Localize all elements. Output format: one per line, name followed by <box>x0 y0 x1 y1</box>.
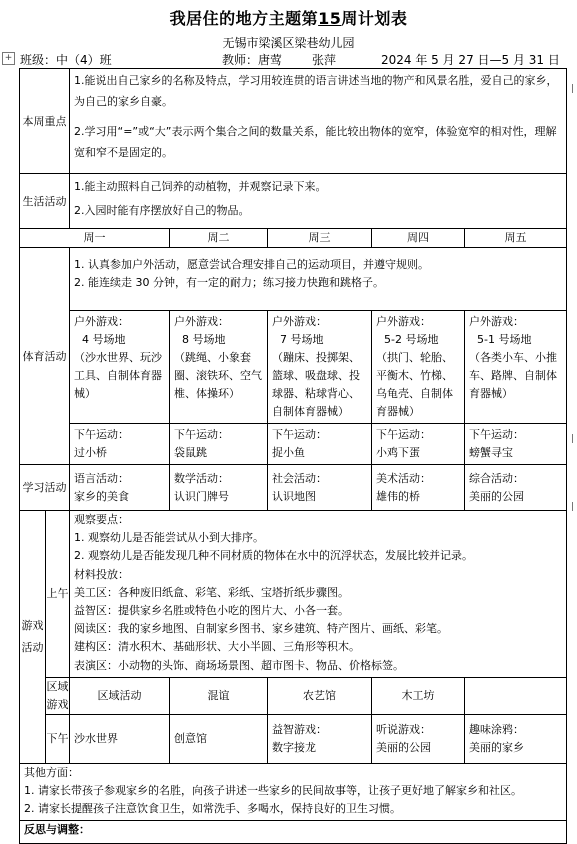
page-title: 我居住的地方主题第15周计划表 <box>169 9 408 28</box>
life-label: 生活活动 <box>20 174 70 229</box>
games-label: 游戏活动 <box>20 511 46 764</box>
material-performance: 表演区：小动物的头饰、商场场景图、超市图卡、物品、价格标签。 <box>74 658 404 672</box>
games-afternoon-row <box>20 714 567 763</box>
pm-sport-mon: 下午运动： 过小桥 <box>70 424 170 465</box>
learn-tue: 数学活动： 认识门牌号 <box>170 465 268 511</box>
outdoor-mon: 户外游戏： 4 号场地 （沙水世界、玩沙工具、自制体育器械） <box>70 311 170 424</box>
materials-title: 材料投放： <box>74 567 129 581</box>
focus-content <box>70 69 567 174</box>
reflection-content <box>20 820 567 843</box>
area-2: 区域活动 <box>70 677 170 714</box>
learn-wed: 社会活动： 认识地图 <box>268 465 372 511</box>
area-5: 木工坊 <box>372 677 465 714</box>
observe-title: 观察要点： <box>74 513 129 526</box>
pm-game-4: 听说游戏： 美丽的公园 <box>372 714 465 763</box>
observe-1: 1. 观察幼儿是否能尝试从小到大排序。 <box>74 531 264 545</box>
material-art: 美工区：各种废旧纸盒、彩笔、彩纸、宝塔折纸步骤图。 <box>74 585 349 599</box>
afternoon-sports-row <box>20 424 567 465</box>
material-puzzle: 益智区：提供家乡名胜或特色小吃的图片大、小各一套。 <box>74 604 349 618</box>
learning-label: 学习活动 <box>20 465 70 511</box>
life-content <box>70 174 567 229</box>
class-label: 班级：中（4）班 <box>20 53 112 67</box>
days-row <box>20 229 567 248</box>
life-row <box>20 174 567 229</box>
afternoon-label: 下午 <box>46 714 70 763</box>
games-morning-row <box>20 511 567 678</box>
pm-sport-thu: 下午运动： 小鸡下蛋 <box>372 424 465 465</box>
day-fri: 周五 <box>465 229 567 248</box>
reflection-row <box>20 820 567 843</box>
pm-game-5: 趣味涂鸦： 美丽的家乡 <box>465 714 567 763</box>
row-resize-marker <box>572 434 576 443</box>
weekly-plan-table <box>19 68 567 844</box>
day-mon: 周一 <box>20 229 170 248</box>
week-number: 15 <box>318 9 342 28</box>
games-morning-content <box>70 511 567 678</box>
sports-goal-1: 1. 认真参加户外活动，愿意尝试合理安排自己的运动项目，并遵守规则。 <box>74 258 429 271</box>
life-item-2: 2.入园时能有序摆放好自己的物品。 <box>74 204 250 217</box>
pm-sport-tue: 下午运动： 袋鼠跳 <box>170 424 268 465</box>
pm-sport-wed: 下午运动： 捉小鱼 <box>268 424 372 465</box>
area-4: 农艺馆 <box>268 677 372 714</box>
material-reading: 阅读区：我的家乡地图、自制家乡图书、家乡建筑、特产图片、画纸、彩笔。 <box>74 622 448 636</box>
learn-thu: 美术活动： 雄伟的桥 <box>372 465 465 511</box>
pm-sport-fri: 下午运动： 螃蟹寻宝 <box>465 424 567 465</box>
outdoor-wed: 户外游戏： 7 号场地 （蹦床、投掷架、篮球、吸盘球、投球器、粘球背心、自制体育器械） <box>268 311 372 424</box>
material-building: 建构区：清水积木、基础形状、大小半圆、三角形等积木。 <box>74 640 360 654</box>
header-meta <box>0 51 577 67</box>
pm-game-3: 益智游戏： 数字接龙 <box>268 714 372 763</box>
reflection-title: 反思与调整： <box>24 822 90 836</box>
date-range: 2024 年 5 月 27 日—5 月 31 日 <box>381 53 560 67</box>
day-thu: 周四 <box>372 229 465 248</box>
focus-item-2: 2.学习用“=”或“大”表示两个集合之间的数量关系，能比较出物体的宽窄，体验宽窄的相对性，理解宽和窄不是固定的。 <box>74 125 557 159</box>
teacher-label: 教师：唐莺 <box>222 53 283 67</box>
morning-label: 上午 <box>46 511 70 678</box>
sports-label: 体育活动 <box>20 248 70 465</box>
school-name: 无锡市梁溪区梁巷幼儿园 <box>222 36 355 50</box>
other-row <box>20 763 567 820</box>
other-content <box>20 763 567 820</box>
sports-goal-2: 2. 能连续走 30 分钟，有一定的耐力；练习接力快跑和跳格子。 <box>74 276 384 289</box>
day-wed: 周三 <box>268 229 372 248</box>
area-3: 混谊 <box>170 677 268 714</box>
other-item-2: 2. 请家长提醒孩子注意饮食卫生，如常洗手、多喝水，保持良好的卫生习惯。 <box>24 801 401 815</box>
teacher-2: 张萍 <box>312 53 337 67</box>
day-tue: 周二 <box>170 229 268 248</box>
areas-row <box>20 677 567 714</box>
observe-2: 2. 观察幼儿是否能发现几种不同材质的物体在水中的沉浮状态，发展比较并记录。 <box>74 549 473 563</box>
focus-label: 本周重点 <box>20 69 70 174</box>
pm-game-1: 沙水世界 <box>70 714 170 763</box>
row-resize-marker <box>572 84 576 93</box>
learn-fri: 综合活动： 美丽的公园 <box>465 465 567 511</box>
table-move-handle-icon[interactable]: + <box>2 52 15 65</box>
focus-row <box>20 69 567 174</box>
life-item-1: 1.能主动照料自己饲养的动植物，并观察记录下来。 <box>74 180 327 193</box>
pm-game-2: 创意馆 <box>170 714 268 763</box>
row-resize-marker <box>572 502 576 511</box>
sports-goals <box>70 248 567 311</box>
outdoor-tue: 户外游戏： 8 号场地 （跳绳、小象套圈、滚铁环、空气椎、体操环） <box>170 311 268 424</box>
outdoor-fri: 户外游戏： 5-1 号场地 （各类小车、小推车、路牌、自制体育器械） <box>465 311 567 424</box>
outdoor-thu: 户外游戏： 5-2 号场地 （拱门、轮胎、平衡木、竹梯、乌龟壳、自制体育器械） <box>372 311 465 424</box>
area-6-blank <box>465 677 567 714</box>
area-1: 区域游戏 <box>46 677 70 714</box>
focus-item-1: 1.能说出自己家乡的名称及特点，学习用较连贯的语言讲述当地的物产和风景名胜，爱自己的家乡，为自己的家乡自豪。 <box>74 74 558 108</box>
learn-mon: 语言活动： 家乡的美食 <box>70 465 170 511</box>
other-item-1: 1. 请家长带孩子参观家乡的名胜，向孩子讲述一些家乡的民间故事等，让孩子更好地了解家乡和社区。 <box>24 783 522 797</box>
sports-goals-row <box>20 248 567 311</box>
other-title: 其他方面： <box>24 765 79 779</box>
outdoor-row <box>20 311 567 424</box>
learning-row <box>20 465 567 511</box>
